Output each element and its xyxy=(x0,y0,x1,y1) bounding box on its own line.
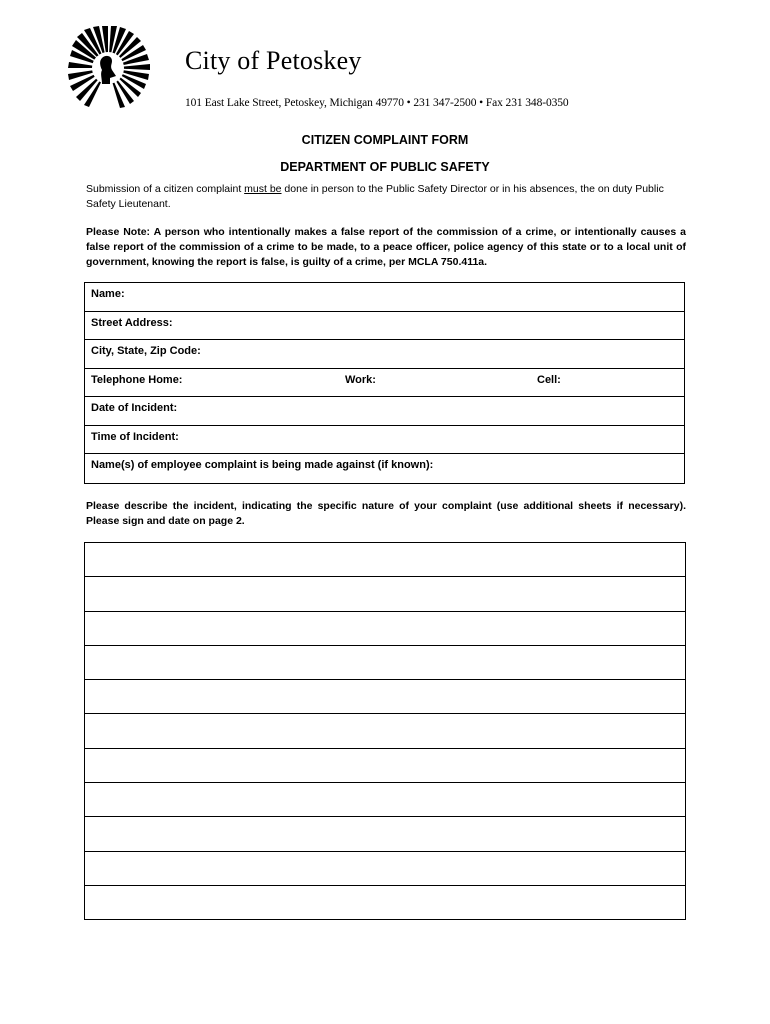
city-address: 101 East Lake Street, Petoskey, Michigan 49770 • 231 347-2500 • Fax 231 348-0350 xyxy=(185,97,569,109)
name-field[interactable] xyxy=(85,283,684,312)
submission-instructions xyxy=(86,182,686,212)
street-address-label: Street Address: xyxy=(91,316,173,329)
description-line[interactable] xyxy=(85,577,685,611)
description-line[interactable] xyxy=(85,886,685,920)
city-state-zip-field[interactable] xyxy=(85,340,684,369)
description-line[interactable] xyxy=(85,817,685,851)
name-label: Name: xyxy=(91,288,125,300)
time-of-incident-label: Time of Incident: xyxy=(91,430,179,443)
submission-text-start: Submission of a citizen complaint xyxy=(86,183,245,195)
city-state-zip-label: City, State, Zip Code: xyxy=(91,345,201,357)
time-of-incident-field[interactable] xyxy=(85,426,684,455)
describe-incident-instructions: Please describe the incident, indicating the specific nature of your complaint (use additional sheets if necessary). Please sign and date on page 2. xyxy=(86,500,686,527)
description-line[interactable] xyxy=(85,543,685,577)
description-line[interactable] xyxy=(85,783,685,817)
department-title: DEPARTMENT OF PUBLIC SAFETY xyxy=(280,160,490,174)
date-of-incident-field[interactable] xyxy=(85,397,684,426)
city-seal-sunburst-icon xyxy=(66,26,150,110)
false-report-note: Please Note: A person who intentionally makes a false report of the commission of a crime, or intentionally causes a false report of the commission of a crime to be made, to a peace officer, police agency of this state or to a local unit of government, knowing the report is false, is guilty of a crime, per MCLA 750.411a. xyxy=(86,226,686,268)
telephone-work-label: Work: xyxy=(345,373,376,386)
form-title: CITIZEN COMPLAINT FORM xyxy=(301,133,469,147)
submission-text-end: done in person to the Public Safety Director or in his absences, the on duty Public Safety Lieutenant. xyxy=(86,183,664,210)
date-of-incident-label: Date of Incident: xyxy=(91,402,178,414)
telephone-home-label: Telephone Home: xyxy=(91,373,183,386)
street-address-field[interactable] xyxy=(85,312,684,341)
description-line[interactable] xyxy=(85,612,685,646)
city-name: City of Petoskey xyxy=(185,46,362,75)
description-line[interactable] xyxy=(85,749,685,783)
telephone-cell-label: Cell: xyxy=(537,373,561,386)
telephone-field[interactable] xyxy=(85,369,684,398)
complainant-info-table xyxy=(84,282,685,484)
incident-description-table xyxy=(84,542,686,920)
description-line[interactable] xyxy=(85,714,685,748)
description-line[interactable] xyxy=(85,646,685,680)
employee-names-label: Name(s) of employee complaint is being made against (if known): xyxy=(91,459,434,471)
description-line[interactable] xyxy=(85,680,685,714)
description-line[interactable] xyxy=(85,852,685,886)
submission-emphasis: must be xyxy=(244,183,282,195)
employee-names-field[interactable] xyxy=(85,454,684,483)
